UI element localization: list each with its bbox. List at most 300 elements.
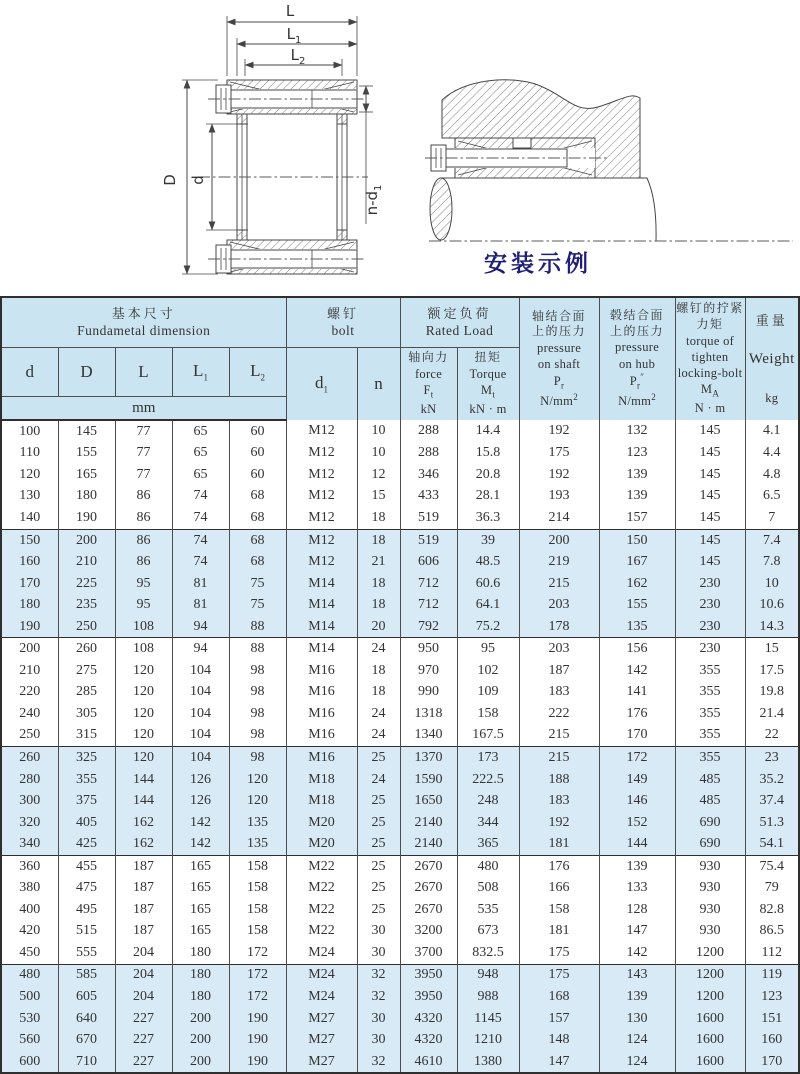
- table-row: [1, 769, 799, 791]
- table-cell: 970: [400, 660, 457, 682]
- table-cell: 4.1: [745, 420, 799, 443]
- table-cell: 150: [1, 529, 58, 551]
- table-cell: M27: [286, 1029, 357, 1051]
- header-col-d1: $d_1$: [286, 348, 357, 421]
- table-cell: 98: [229, 682, 286, 704]
- table-cell: 355: [58, 769, 115, 791]
- table-body: [1, 420, 799, 1073]
- table-cell: 86.5: [745, 921, 799, 943]
- table-cell: 4610: [400, 1051, 457, 1074]
- table-cell: 930: [675, 877, 745, 899]
- table-cell: 120: [229, 769, 286, 791]
- table-cell: 690: [675, 812, 745, 834]
- table-row: [1, 703, 799, 725]
- table-cell: 18: [357, 507, 400, 529]
- table-cell: 340: [1, 833, 58, 855]
- table-cell: 140: [1, 507, 58, 529]
- table-cell: 86: [115, 529, 172, 551]
- installation-example-drawing: [425, 0, 800, 292]
- header-col-L2: $L_2$: [229, 348, 286, 397]
- table-cell: 170: [1, 573, 58, 595]
- table-cell: 1590: [400, 769, 457, 791]
- table-cell: 75: [229, 573, 286, 595]
- table-cell: 175: [519, 964, 599, 986]
- table-cell: M12: [286, 486, 357, 508]
- table-cell: 4320: [400, 1008, 457, 1030]
- table-cell: 158: [457, 703, 519, 725]
- table-cell: 10: [357, 443, 400, 465]
- table-cell: 180: [172, 942, 229, 964]
- table-row: [1, 551, 799, 573]
- table-cell: 1600: [675, 1029, 745, 1051]
- table-cell: 248: [457, 790, 519, 812]
- table-cell: 168: [519, 986, 599, 1008]
- table-cell: 25: [357, 855, 400, 877]
- table-cell: 360: [1, 855, 58, 877]
- table-cell: 170: [599, 725, 675, 747]
- table-row: [1, 486, 799, 508]
- table-cell: 930: [675, 855, 745, 877]
- table-cell: 1650: [400, 790, 457, 812]
- table-cell: 98: [229, 703, 286, 725]
- table-cell: 181: [519, 833, 599, 855]
- table-cell: M18: [286, 769, 357, 791]
- table-row: [1, 420, 799, 443]
- table-cell: 86: [115, 507, 172, 529]
- table-cell: 450: [1, 942, 58, 964]
- table-cell: 60.6: [457, 573, 519, 595]
- table-cell: 158: [519, 899, 599, 921]
- table-cell: 120: [229, 790, 286, 812]
- table-cell: 37.4: [745, 790, 799, 812]
- table-cell: 230: [675, 573, 745, 595]
- table-cell: 204: [115, 964, 172, 986]
- table-cell: 77: [115, 443, 172, 465]
- table-cell: 180: [172, 964, 229, 986]
- table-row: [1, 725, 799, 747]
- table-cell: 64.1: [457, 594, 519, 616]
- table-cell: 519: [400, 507, 457, 529]
- table-cell: 200: [172, 1051, 229, 1074]
- table-cell: 165: [172, 877, 229, 899]
- table-cell: 145: [675, 551, 745, 573]
- table-cell: 75: [229, 594, 286, 616]
- table-cell: M20: [286, 812, 357, 834]
- table-cell: 145: [675, 464, 745, 486]
- table-cell: 147: [519, 1051, 599, 1074]
- table-cell: 530: [1, 1008, 58, 1030]
- table-cell: 712: [400, 594, 457, 616]
- table-cell: 149: [599, 769, 675, 791]
- table-cell: 145: [58, 420, 115, 443]
- table-cell: 158: [229, 899, 286, 921]
- table-cell: 158: [229, 855, 286, 877]
- table-row: [1, 812, 799, 834]
- table-cell: 475: [58, 877, 115, 899]
- table-cell: 214: [519, 507, 599, 529]
- dim-label-L2: $L_2$: [290, 46, 306, 67]
- table-cell: 108: [115, 638, 172, 660]
- table-cell: 145: [675, 486, 745, 508]
- table-cell: 215: [519, 573, 599, 595]
- table-cell: 560: [1, 1029, 58, 1051]
- table-cell: 109: [457, 682, 519, 704]
- table-row: [1, 529, 799, 551]
- table-cell: 172: [229, 964, 286, 986]
- table-row: [1, 682, 799, 704]
- table-cell: M27: [286, 1051, 357, 1074]
- table-cell: 187: [115, 855, 172, 877]
- table-cell: 165: [172, 855, 229, 877]
- table-cell: 175: [519, 443, 599, 465]
- table-cell: 68: [229, 507, 286, 529]
- table-cell: 10: [745, 573, 799, 595]
- table-cell: 187: [115, 877, 172, 899]
- table-cell: 181: [519, 921, 599, 943]
- table-cell: 24: [357, 638, 400, 660]
- table-cell: 365: [457, 833, 519, 855]
- table-cell: 132: [599, 420, 675, 443]
- table-cell: 988: [457, 986, 519, 1008]
- table-cell: 156: [599, 638, 675, 660]
- header-rated-load: 额定负荷 Rated Load: [400, 297, 519, 348]
- table-cell: 60: [229, 464, 286, 486]
- table-cell: 39: [457, 529, 519, 551]
- table-cell: 151: [745, 1008, 799, 1030]
- table-cell: 120: [115, 660, 172, 682]
- table-cell: 203: [519, 638, 599, 660]
- header-col-torque: 扭矩 Torque $M_t$ kN · m: [457, 348, 519, 421]
- table-cell: 21: [357, 551, 400, 573]
- table-cell: 68: [229, 529, 286, 551]
- table-cell: 88: [229, 616, 286, 638]
- table-cell: 112: [745, 942, 799, 964]
- table-cell: 175: [519, 942, 599, 964]
- table-row: [1, 1008, 799, 1030]
- table-cell: 104: [172, 682, 229, 704]
- table-cell: 167: [599, 551, 675, 573]
- table-row: [1, 747, 799, 769]
- table-cell: 240: [1, 703, 58, 725]
- table-cell: 605: [58, 986, 115, 1008]
- table-cell: 17.5: [745, 660, 799, 682]
- table-cell: 165: [58, 464, 115, 486]
- technical-drawings: [0, 0, 800, 296]
- table-cell: 220: [1, 682, 58, 704]
- table-cell: M24: [286, 942, 357, 964]
- table-cell: 1600: [675, 1051, 745, 1074]
- table-cell: 139: [599, 464, 675, 486]
- table-cell: 36.3: [457, 507, 519, 529]
- table-cell: 455: [58, 855, 115, 877]
- table-cell: 355: [675, 703, 745, 725]
- table-row: [1, 964, 799, 986]
- table-cell: 712: [400, 573, 457, 595]
- table-cell: 119: [745, 964, 799, 986]
- table-cell: 130: [1, 486, 58, 508]
- table-cell: 230: [675, 594, 745, 616]
- table-cell: 14.4: [457, 420, 519, 443]
- table-cell: 600: [1, 1051, 58, 1074]
- table-cell: 120: [115, 682, 172, 704]
- table-cell: 30: [357, 1008, 400, 1030]
- table-cell: 157: [599, 507, 675, 529]
- table-cell: 51.3: [745, 812, 799, 834]
- table-cell: 25: [357, 833, 400, 855]
- header-pressure-on-hub: 毂结合面 上的压力 pressure on hub $P_r''$ $N/mm^2$: [599, 297, 675, 420]
- table-row: [1, 638, 799, 660]
- table-cell: 25: [357, 790, 400, 812]
- table-row: [1, 443, 799, 465]
- table-cell: 355: [675, 682, 745, 704]
- table-cell: 144: [115, 790, 172, 812]
- table-cell: 204: [115, 986, 172, 1008]
- table-cell: 20: [357, 616, 400, 638]
- table-cell: 60: [229, 443, 286, 465]
- table-cell: 280: [1, 769, 58, 791]
- table-cell: 180: [1, 594, 58, 616]
- table-cell: 30: [357, 942, 400, 964]
- table-cell: M12: [286, 443, 357, 465]
- table-cell: 420: [1, 921, 58, 943]
- table-cell: 77: [115, 464, 172, 486]
- table-cell: 215: [519, 747, 599, 769]
- table-cell: 24: [357, 703, 400, 725]
- dim-label-D: D: [161, 174, 179, 186]
- table-cell: M14: [286, 594, 357, 616]
- table-cell: 158: [229, 921, 286, 943]
- table-cell: 74: [172, 507, 229, 529]
- table-row: [1, 877, 799, 899]
- table-cell: 192: [519, 812, 599, 834]
- table-cell: 82.8: [745, 899, 799, 921]
- table-cell: M16: [286, 703, 357, 725]
- table-row: [1, 942, 799, 964]
- table-cell: 147: [599, 921, 675, 943]
- table-cell: 142: [599, 942, 675, 964]
- table-cell: 288: [400, 420, 457, 443]
- table-cell: 35.2: [745, 769, 799, 791]
- header-col-D: D: [58, 348, 115, 397]
- table-cell: 25: [357, 877, 400, 899]
- table-row: [1, 660, 799, 682]
- table-cell: 54.1: [745, 833, 799, 855]
- table-cell: 98: [229, 747, 286, 769]
- table-cell: 690: [675, 833, 745, 855]
- table-cell: 100: [1, 420, 58, 443]
- table-cell: 19.8: [745, 682, 799, 704]
- table-cell: 215: [519, 725, 599, 747]
- table-cell: 95: [457, 638, 519, 660]
- table-cell: 200: [58, 529, 115, 551]
- table-cell: M12: [286, 529, 357, 551]
- table-cell: 77: [115, 420, 172, 443]
- table-cell: 23: [745, 747, 799, 769]
- shaft-end-face: [430, 178, 452, 240]
- table-cell: 7.4: [745, 529, 799, 551]
- table-cell: 10: [357, 420, 400, 443]
- table-cell: 178: [519, 616, 599, 638]
- table-cell: 320: [1, 812, 58, 834]
- table-row: [1, 921, 799, 943]
- assembly-section-drawing: [160, 2, 400, 294]
- table-cell: 145: [675, 507, 745, 529]
- table-cell: M22: [286, 855, 357, 877]
- table-cell: 355: [675, 660, 745, 682]
- table-cell: 20.8: [457, 464, 519, 486]
- table-cell: 65: [172, 464, 229, 486]
- table-cell: 18: [357, 594, 400, 616]
- table-cell: 519: [400, 529, 457, 551]
- table-cell: 480: [1, 964, 58, 986]
- table-cell: 200: [519, 529, 599, 551]
- table-cell: M24: [286, 964, 357, 986]
- table-cell: 250: [58, 616, 115, 638]
- table-cell: 585: [58, 964, 115, 986]
- table-cell: 2140: [400, 833, 457, 855]
- table-cell: 145: [675, 443, 745, 465]
- table-cell: 18: [357, 660, 400, 682]
- table-cell: 219: [519, 551, 599, 573]
- table-cell: 120: [115, 747, 172, 769]
- table-cell: 165: [172, 921, 229, 943]
- table-cell: 172: [229, 986, 286, 1008]
- table-cell: 65: [172, 443, 229, 465]
- table-cell: 176: [519, 855, 599, 877]
- dim-label-d: d: [189, 175, 207, 185]
- table-cell: 2670: [400, 877, 457, 899]
- table-cell: 165: [172, 899, 229, 921]
- table-cell: 1340: [400, 725, 457, 747]
- table-cell: 162: [599, 573, 675, 595]
- table-cell: 18: [357, 529, 400, 551]
- table-cell: 183: [519, 790, 599, 812]
- header-basic-dimension: 基本尺寸 Fundametal dimension: [1, 297, 286, 348]
- table-cell: 2670: [400, 855, 457, 877]
- table-cell: 190: [1, 616, 58, 638]
- table-cell: 950: [400, 638, 457, 660]
- table-cell: 2140: [400, 812, 457, 834]
- table-cell: 227: [115, 1008, 172, 1030]
- table-cell: 104: [172, 660, 229, 682]
- table-cell: M12: [286, 551, 357, 573]
- table-cell: 126: [172, 769, 229, 791]
- header-weight: 重量 Weight kg: [745, 297, 799, 420]
- dim-label-L1: $L_1$: [286, 25, 302, 46]
- dim-label-L: L: [285, 2, 295, 20]
- installation-caption: 安装示例: [484, 251, 592, 276]
- table-cell: 25: [357, 812, 400, 834]
- table-cell: 120: [115, 703, 172, 725]
- table-cell: 203: [519, 594, 599, 616]
- table-cell: 192: [519, 420, 599, 443]
- table-cell: 139: [599, 486, 675, 508]
- table-row: [1, 464, 799, 486]
- table-cell: 12: [357, 464, 400, 486]
- table-cell: 22: [745, 725, 799, 747]
- table-cell: 3950: [400, 986, 457, 1008]
- table-cell: 190: [229, 1051, 286, 1074]
- table-cell: 18: [357, 573, 400, 595]
- table-cell: 640: [58, 1008, 115, 1030]
- table-cell: 183: [519, 682, 599, 704]
- table-cell: 172: [599, 747, 675, 769]
- table-cell: 74: [172, 529, 229, 551]
- table-cell: 222.5: [457, 769, 519, 791]
- table-row: [1, 790, 799, 812]
- table-row: [1, 1051, 799, 1074]
- table-cell: 160: [745, 1029, 799, 1051]
- table-cell: 104: [172, 747, 229, 769]
- table-cell: 124: [599, 1029, 675, 1051]
- table-cell: 355: [675, 747, 745, 769]
- table-cell: 130: [599, 1008, 675, 1030]
- table-cell: M18: [286, 790, 357, 812]
- table-cell: 142: [172, 812, 229, 834]
- table-cell: 98: [229, 660, 286, 682]
- table-cell: 204: [115, 942, 172, 964]
- table-cell: 162: [115, 812, 172, 834]
- table-cell: 167.5: [457, 725, 519, 747]
- header-tightening-torque: 螺钉的拧紧 力矩 torque of tighten locking-bolt $M_A$ N · m: [675, 297, 745, 420]
- table-cell: 188: [519, 769, 599, 791]
- table-cell: 710: [58, 1051, 115, 1074]
- table-cell: 480: [457, 855, 519, 877]
- table-cell: 227: [115, 1051, 172, 1074]
- table-cell: 4.8: [745, 464, 799, 486]
- table-cell: 145: [675, 529, 745, 551]
- table-cell: 24: [357, 769, 400, 791]
- header-unit-mm: mm: [1, 397, 286, 421]
- table-cell: 110: [1, 443, 58, 465]
- table-row: [1, 573, 799, 595]
- table-cell: 24: [357, 725, 400, 747]
- table-cell: 143: [599, 964, 675, 986]
- table-cell: 21.4: [745, 703, 799, 725]
- table-cell: 180: [58, 486, 115, 508]
- table-cell: 425: [58, 833, 115, 855]
- table-cell: M12: [286, 420, 357, 443]
- table-cell: 15: [745, 638, 799, 660]
- table-cell: 190: [58, 507, 115, 529]
- table-cell: 3950: [400, 964, 457, 986]
- table-cell: 230: [675, 616, 745, 638]
- table-row: [1, 986, 799, 1008]
- header-col-L1: $L_1$: [172, 348, 229, 397]
- table-cell: 135: [229, 833, 286, 855]
- table-cell: 94: [172, 638, 229, 660]
- table-cell: 315: [58, 725, 115, 747]
- table-cell: 142: [599, 660, 675, 682]
- table-cell: 400: [1, 899, 58, 921]
- table-cell: 144: [599, 833, 675, 855]
- table-cell: 344: [457, 812, 519, 834]
- header-col-L: L: [115, 348, 172, 397]
- table-cell: 98: [229, 725, 286, 747]
- table-cell: 155: [599, 594, 675, 616]
- table-cell: 192: [519, 464, 599, 486]
- table-cell: 133: [599, 877, 675, 899]
- table-cell: 172: [229, 942, 286, 964]
- table-cell: 18: [357, 682, 400, 704]
- table-cell: 158: [229, 877, 286, 899]
- table-cell: 508: [457, 877, 519, 899]
- table-cell: 7: [745, 507, 799, 529]
- table-cell: 405: [58, 812, 115, 834]
- table-cell: 225: [58, 573, 115, 595]
- table-cell: 1200: [675, 942, 745, 964]
- table-cell: 75.4: [745, 855, 799, 877]
